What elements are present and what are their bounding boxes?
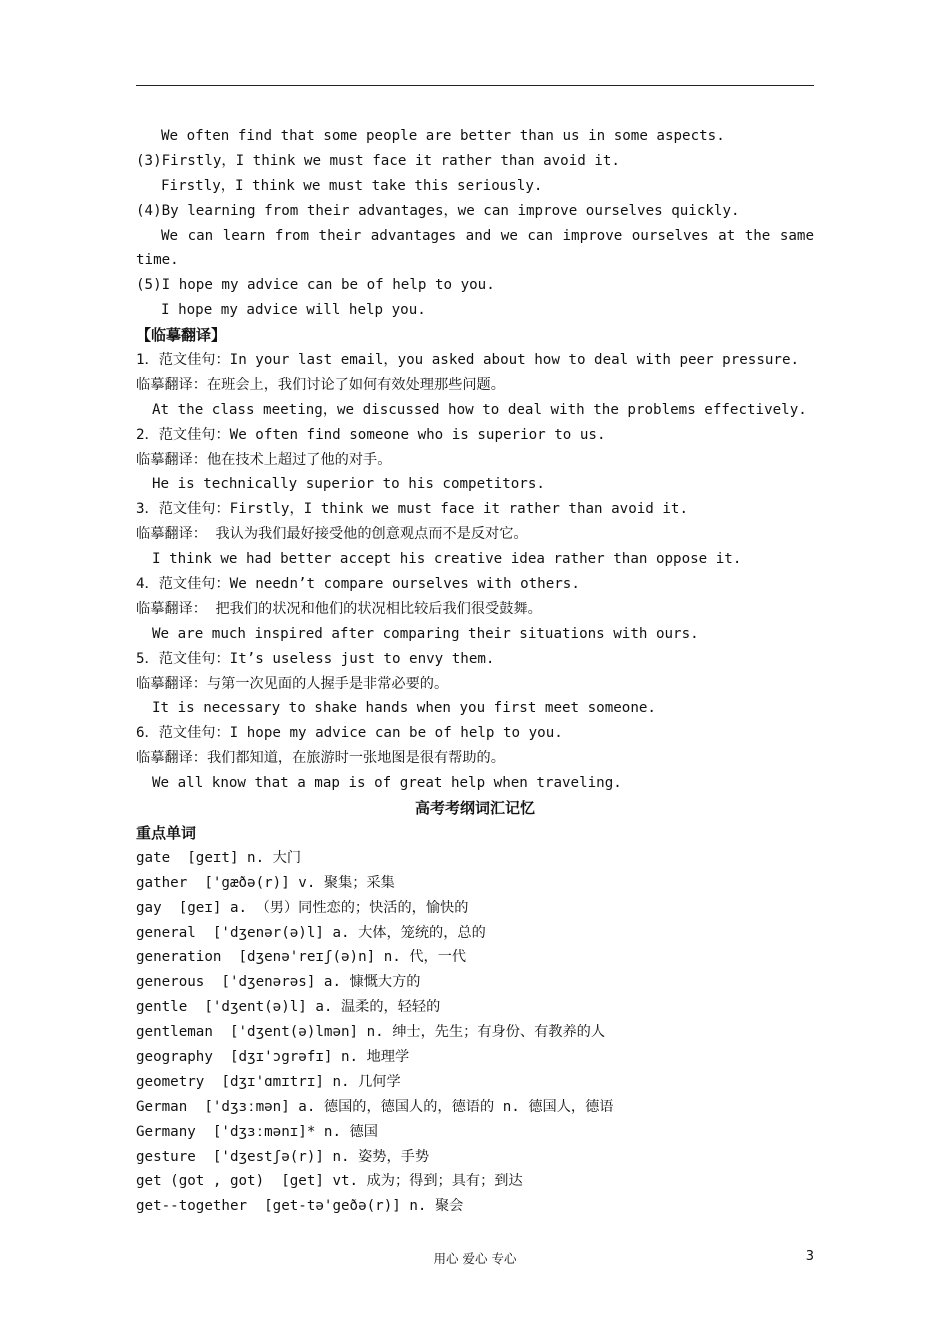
text-line: gesture ['dʒestʃə(r)] n. 姿势，手势 [136,1148,430,1165]
page-number: 3 [805,1249,814,1264]
text-line: generation [dʒenə'reɪʃ(ə)n] n. 代，一代 [136,949,467,966]
text-line: general ['dʒenər(ə)l] a. 大体，笼统的，总的 [136,924,486,941]
text-line: (3)Firstly，I think we must face it rather than avoid it. [136,152,620,169]
text-line: gather ['gæðə(r)] v. 聚集；采集 [136,874,395,891]
footer-slogan: 用心 爱心 专心 [433,1251,517,1266]
section-title: 高考考纲词汇记忆 [414,799,535,818]
text-line: At the class meeting，we discussed how to deal with the problems effectively. [152,401,807,418]
text-line: gentleman ['dʒent(ə)lmən] n. 绅士，先生；有身份、有教养的人 [136,1024,606,1041]
text-line: 临摹翻译：在班会上，我们讨论了如何有效处理那些问题。 [136,376,505,393]
text-line: German ['dʒɜːmən] a. 德国的，德国人的，德语的 n. 德国人，德语 [136,1098,614,1115]
text-line: We are much inspired after comparing their situations with ours. [152,625,699,642]
text-line: geography [dʒɪ'ɔgrəfɪ] n. 地理学 [136,1048,410,1065]
text-line: I think we had better accept his creative idea rather than oppose it. [152,551,742,568]
text-line: We often find that some people are better than us in some aspects. [161,128,725,144]
text-line: (5)I hope my advice can be of help to you. [136,277,495,294]
text-line: 临摹翻译： 我认为我们最好接受他的创意观点而不是反对它。 [136,526,528,543]
section-heading: 重点单词 [136,823,197,842]
section-heading: 【临摹翻译】 [136,326,227,345]
text-line: get (got , got) [get] vt. 成为；得到；具有；到达 [136,1173,523,1190]
text-line: Germany ['dʒɜːmənɪ]* n. 德国 [136,1123,378,1140]
document-body [136,124,814,1219]
text-line: time. [136,252,179,269]
text-line: gay [geɪ] a. （男）同性恋的；快活的，愉快的 [136,899,469,916]
text-line: We can learn from their advantages and we can improve ourselves at the same [161,227,814,244]
text-line: gate [geɪt] n. 大门 [136,849,302,866]
text-line: get--together [get-tə'geðə(r)] n. 聚会 [136,1198,464,1215]
text-line: We all know that a map is of great help when traveling. [152,775,622,792]
text-line: gentle ['dʒent(ə)l] a. 温柔的，轻轻的 [136,999,441,1016]
text-line: 3．范文佳句：Firstly，I think we must face it rather than avoid it. [136,501,689,518]
text-line: generous ['dʒenərəs] a. 慷慨大方的 [136,974,421,991]
text-line: He is technically superior to his competitors. [152,476,545,493]
text-line: 临摹翻译：与第一次见面的人握手是非常必要的。 [136,675,449,692]
text-line: 4．范文佳句：We needn’t compare ourselves with others. [136,576,580,593]
text-line: 临摹翻译：他在技术上超过了他的对手。 [136,451,392,468]
text-line: 2．范文佳句：We often find someone who is superior to us. [136,426,606,443]
text-line: geometry [dʒɪ'ɑmɪtrɪ] n. 几何学 [136,1073,401,1090]
text-line: 临摹翻译： 把我们的状况和他们的状况相比较后我们很受鼓舞。 [136,600,542,617]
text-line: It is necessary to shake hands when you first meet someone. [152,700,656,717]
text-line: 5．范文佳句：It’s useless just to envy them. [136,650,495,667]
text-line: 6．范文佳句：I hope my advice can be of help to you. [136,725,563,742]
text-line: I hope my advice will help you. [161,302,426,319]
header-rule [136,85,814,86]
text-line: 1．范文佳句：In your last email，you asked about how to deal with peer pressure. [136,352,800,369]
text-line: 临摹翻译：我们都知道，在旅游时一张地图是很有帮助的。 [136,750,505,767]
text-line: (4)By learning from their advantages，we can improve ourselves quickly. [136,202,740,219]
text-line: Firstly，I think we must take this seriously. [161,177,543,194]
